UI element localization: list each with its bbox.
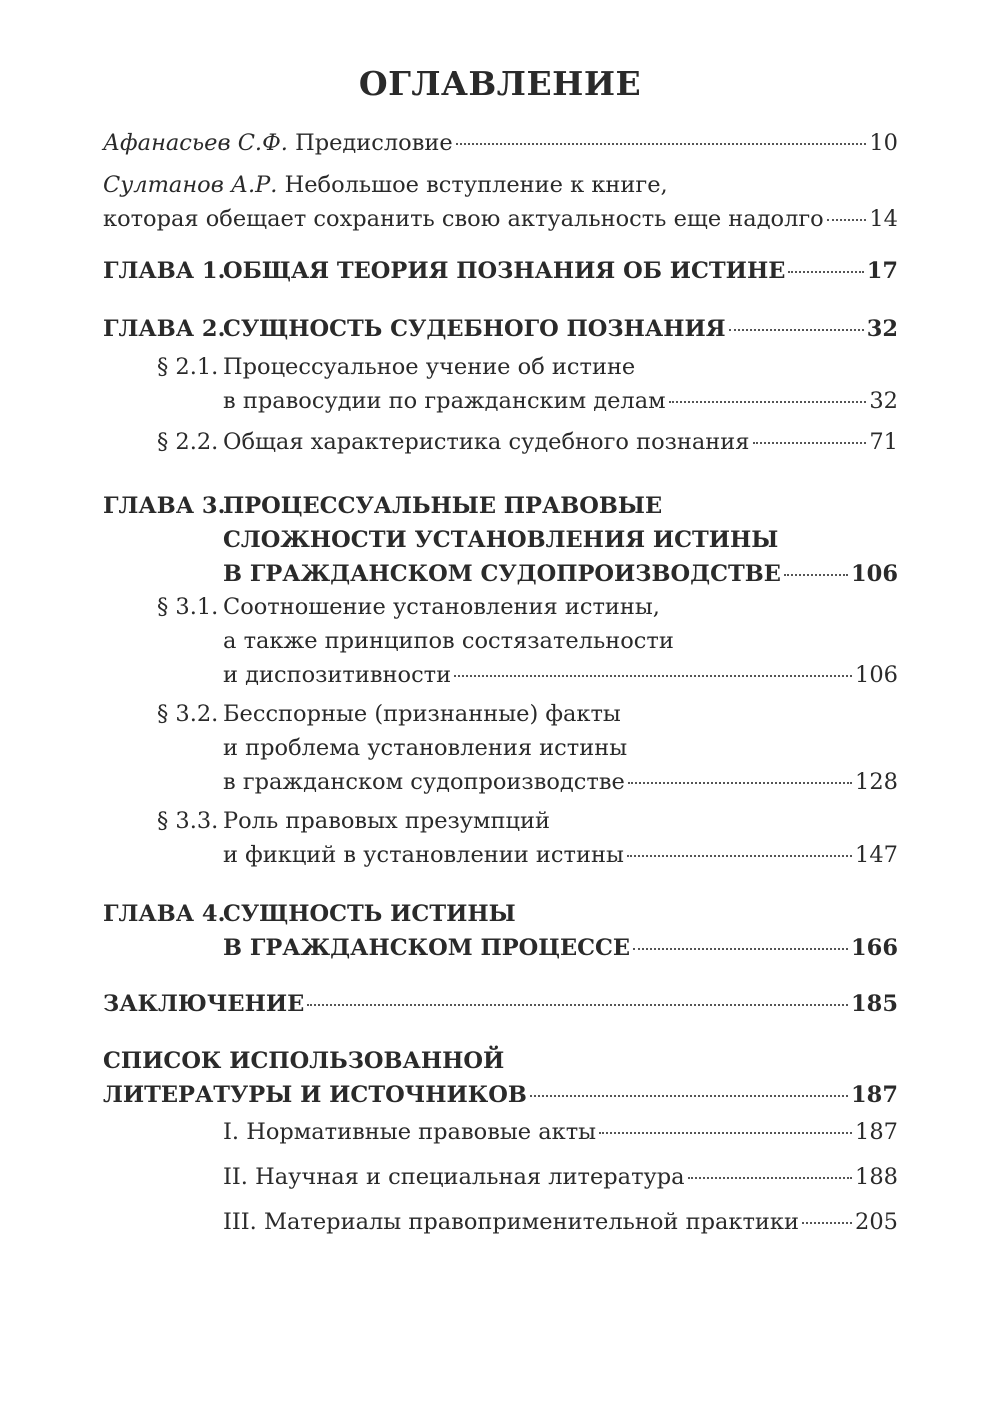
toc-entry-section-3-2 xyxy=(103,697,898,799)
toc-entry-literature-1 xyxy=(103,1115,898,1149)
dot-leader xyxy=(599,1132,852,1134)
page-number: 166 xyxy=(851,935,898,961)
page-number: 14 xyxy=(869,206,898,232)
chapter-title-line2: СЛОЖНОСТИ УСТАНОВЛЕНИЯ ИСТИНЫ xyxy=(223,527,779,553)
entry-title: III. Материалы правоприменительной практики xyxy=(223,1209,799,1235)
section-title-line2: а также принципов состязательности xyxy=(223,628,674,654)
toc-entry-chapter-4 xyxy=(103,897,898,965)
page-number: 187 xyxy=(855,1119,898,1145)
dot-leader xyxy=(688,1177,852,1179)
page-number: 32 xyxy=(866,316,898,342)
dot-leader xyxy=(633,948,848,950)
toc-entry-literature-3 xyxy=(103,1205,898,1239)
section-title-line1: Процессуальное учение об истине xyxy=(223,354,636,380)
dot-leader xyxy=(669,401,867,403)
chapter-title-line1: ПРОЦЕССУАЛЬНЫЕ ПРАВОВЫЕ xyxy=(223,493,663,519)
toc-entry-intro xyxy=(103,168,898,236)
dot-leader xyxy=(729,329,864,331)
entry-title-line2: которая обещает сохранить свою актуальность еще надолго xyxy=(103,206,824,232)
section-title-line2: в правосудии по гражданским делам xyxy=(223,388,666,414)
page-number: 71 xyxy=(869,429,898,455)
page-title: ОГЛАВЛЕНИЕ xyxy=(358,64,642,103)
chapter-label: ГЛАВА 1. xyxy=(103,258,226,284)
dot-leader xyxy=(530,1095,848,1097)
section-title-line1: Бесспорные (признанные) факты xyxy=(223,701,621,727)
chapter-title: СУЩНОСТЬ СУДЕБНОГО ПОЗНАНИЯ xyxy=(223,316,726,342)
section-title-line1: Соотношение установления истины, xyxy=(223,594,660,620)
entry-title-line2: ЛИТЕРАТУРЫ И ИСТОЧНИКОВ xyxy=(103,1082,527,1108)
toc-entry-chapter-2 xyxy=(103,312,898,346)
chapter-title-line3: В ГРАЖДАНСКОМ СУДОПРОИЗВОДСТВЕ xyxy=(223,561,781,587)
entry-title: Предисловие xyxy=(295,130,453,156)
entry-title-line1: Небольшое вступление к книге, xyxy=(284,172,668,198)
chapter-title: ОБЩАЯ ТЕОРИЯ ПОЗНАНИЯ ОБ ИСТИНЕ xyxy=(223,258,786,284)
chapter-label: ГЛАВА 2. xyxy=(103,316,226,342)
chapter-label: ГЛАВА 3. xyxy=(103,493,226,519)
page-number: 205 xyxy=(855,1209,898,1235)
section-title-line3: в гражданском судопроизводстве xyxy=(223,769,625,795)
toc-entry-literature-2 xyxy=(103,1160,898,1194)
dot-leader xyxy=(628,782,852,784)
chapter-label: ГЛАВА 4. xyxy=(103,901,226,927)
entry-author: Султанов А.Р. xyxy=(103,172,278,198)
entry-title: II. Научная и специальная литература xyxy=(223,1164,685,1190)
dot-leader xyxy=(753,442,867,444)
dot-leader xyxy=(627,855,852,857)
page-number: 187 xyxy=(851,1082,898,1108)
dot-leader xyxy=(827,219,867,221)
toc-entry-section-3-1 xyxy=(103,590,898,692)
toc-entry-section-2-2 xyxy=(103,425,898,459)
toc-entry-section-3-3 xyxy=(103,804,898,872)
dot-leader xyxy=(456,143,867,145)
entry-title: ЗАКЛЮЧЕНИЕ xyxy=(103,991,305,1017)
dot-leader xyxy=(307,1004,848,1006)
toc-entry-section-2-1 xyxy=(103,350,898,418)
section-title-line3: и диспозитивности xyxy=(223,662,452,688)
dot-leader xyxy=(784,574,848,576)
chapter-title-line1: СУЩНОСТЬ ИСТИНЫ xyxy=(223,901,516,927)
dot-leader xyxy=(454,675,852,677)
page-number: 32 xyxy=(869,388,898,414)
section-title-line2: и проблема установления истины xyxy=(223,735,628,761)
section-title: Общая характеристика судебного познания xyxy=(223,429,750,455)
section-number: § 3.2. xyxy=(157,701,219,727)
section-title-line1: Роль правовых презумпций xyxy=(223,808,551,834)
page-number: 128 xyxy=(855,769,898,795)
chapter-title-line2: В ГРАЖДАНСКОМ ПРОЦЕССЕ xyxy=(223,935,631,961)
dot-leader xyxy=(802,1222,852,1224)
page-number: 185 xyxy=(851,991,898,1017)
page-number: 17 xyxy=(866,258,898,284)
section-title-line2: и фикций в установлении истины xyxy=(223,842,624,868)
entry-author: Афанасьев С.Ф. xyxy=(103,130,288,156)
section-number: § 3.3. xyxy=(157,808,219,834)
page-number: 10 xyxy=(869,130,898,156)
toc-entry-conclusion xyxy=(103,987,898,1021)
section-number: § 2.2. xyxy=(157,429,219,455)
section-number: § 2.1. xyxy=(157,354,219,380)
toc-entry-chapter-1 xyxy=(103,254,898,288)
toc-entry-preface xyxy=(103,126,898,160)
entry-title-line1: СПИСОК ИСПОЛЬЗОВАННОЙ xyxy=(103,1048,505,1074)
page-number: 188 xyxy=(855,1164,898,1190)
dot-leader xyxy=(788,271,863,273)
page-number: 106 xyxy=(851,561,898,587)
toc-entry-bibliography xyxy=(103,1044,898,1112)
toc-entry-chapter-3 xyxy=(103,489,898,591)
page-number: 106 xyxy=(855,662,898,688)
entry-title: I. Нормативные правовые акты xyxy=(223,1119,597,1145)
section-number: § 3.1. xyxy=(157,594,219,620)
page-number: 147 xyxy=(855,842,898,868)
